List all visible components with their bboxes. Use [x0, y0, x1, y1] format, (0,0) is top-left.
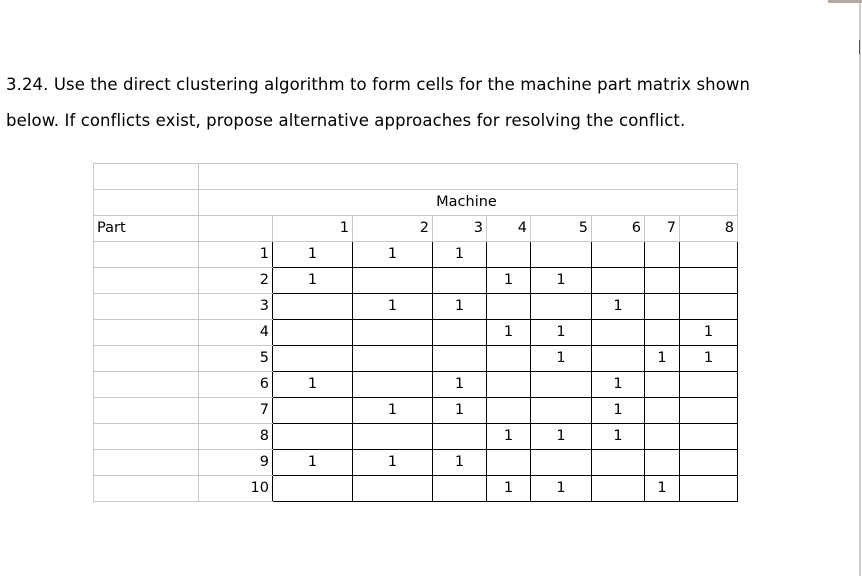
matrix-cell: [273, 294, 353, 320]
matrix-cell: [487, 372, 531, 398]
matrix-cell: 1: [487, 476, 531, 502]
header-blank-machines: [199, 164, 738, 190]
matrix-cell: [433, 424, 487, 450]
matrix-cell: 1: [487, 268, 531, 294]
matrix-cell: 1: [680, 346, 738, 372]
window-edge-top: [828, 0, 862, 3]
matrix-cell: [353, 268, 433, 294]
machine-number-8: 8: [680, 216, 738, 242]
window-scrollbar-edge: [859, 3, 861, 576]
matrix-cell: [645, 242, 680, 268]
part-number: 8: [199, 424, 273, 450]
matrix-cell: 1: [273, 242, 353, 268]
matrix-cell: 1: [592, 372, 645, 398]
part-row-blank: [94, 398, 199, 424]
matrix-cell: [592, 242, 645, 268]
matrix-cell: 1: [353, 398, 433, 424]
matrix-cell: [680, 450, 738, 476]
matrix-cell: 1: [433, 450, 487, 476]
scroll-marker: [856, 40, 860, 54]
matrix-cell: 1: [531, 346, 592, 372]
matrix-cell: [645, 294, 680, 320]
machine-number-7: 7: [645, 216, 680, 242]
header-blank-part-2: [94, 190, 199, 216]
matrix-cell: 1: [433, 398, 487, 424]
matrix-cell: [531, 450, 592, 476]
matrix-cell: [680, 424, 738, 450]
matrix-cell: [645, 320, 680, 346]
matrix-cell: [645, 372, 680, 398]
matrix-cell: [353, 320, 433, 346]
machine-number-6: 6: [592, 216, 645, 242]
matrix-cell: [487, 346, 531, 372]
part-row: [94, 294, 738, 320]
part-row: [94, 398, 738, 424]
matrix-cell: 1: [531, 320, 592, 346]
matrix-cell: [680, 398, 738, 424]
header-number-row: [94, 216, 738, 242]
matrix-cell: [680, 242, 738, 268]
matrix-cell: 1: [273, 268, 353, 294]
matrix-cell: 1: [680, 320, 738, 346]
part-row: [94, 424, 738, 450]
matrix-cell: [273, 424, 353, 450]
part-number: 6: [199, 372, 273, 398]
part-row: [94, 372, 738, 398]
matrix-cell: [273, 346, 353, 372]
part-row-blank: [94, 476, 199, 502]
matrix-cell: [680, 294, 738, 320]
matrix-cell: 1: [531, 424, 592, 450]
part-row: [94, 450, 738, 476]
part-row-blank: [94, 372, 199, 398]
part-label: Part: [94, 216, 199, 242]
header-machine-row: [94, 190, 738, 216]
part-row-blank: [94, 346, 199, 372]
part-number: 10: [199, 476, 273, 502]
matrix-cell: [645, 424, 680, 450]
machine-number-4: 4: [487, 216, 531, 242]
matrix-cell: [487, 398, 531, 424]
part-number: 4: [199, 320, 273, 346]
matrix-cell: [680, 268, 738, 294]
matrix-cell: 1: [487, 424, 531, 450]
matrix-cell: [592, 450, 645, 476]
matrix-cell: [592, 268, 645, 294]
problem-line-1: 3.24. Use the direct clustering algorithm to form cells for the machine part matrix shown: [6, 75, 751, 94]
matrix-cell: 1: [273, 372, 353, 398]
matrix-cell: 1: [531, 268, 592, 294]
part-row-blank: [94, 450, 199, 476]
matrix-cell: [433, 346, 487, 372]
matrix-cell: 1: [645, 476, 680, 502]
matrix-cell: [645, 398, 680, 424]
part-number: 1: [199, 242, 273, 268]
part-row: [94, 346, 738, 372]
part-number: 3: [199, 294, 273, 320]
matrix-cell: [645, 450, 680, 476]
matrix-cell: [531, 398, 592, 424]
problem-statement: [6, 67, 826, 139]
matrix-cell: [592, 346, 645, 372]
header-blank-part: [94, 164, 199, 190]
matrix-cell: [487, 242, 531, 268]
matrix-cell: [645, 268, 680, 294]
matrix-cell: [531, 372, 592, 398]
part-row-blank: [94, 424, 199, 450]
matrix-cell: [680, 476, 738, 502]
part-row-blank: [94, 320, 199, 346]
machine-part-matrix: [93, 163, 738, 502]
machine-title: Machine: [199, 190, 738, 216]
matrix-cell: 1: [433, 372, 487, 398]
matrix-cell: 1: [353, 294, 433, 320]
matrix-cell: [353, 346, 433, 372]
matrix-cell: 1: [433, 242, 487, 268]
matrix-cell: 1: [433, 294, 487, 320]
problem-line-2: below. If conflicts exist, propose alternative approaches for resolving the conflict.: [6, 111, 686, 130]
part-row: [94, 476, 738, 502]
matrix-cell: [353, 476, 433, 502]
matrix-cell: 1: [487, 320, 531, 346]
matrix-cell: 1: [273, 450, 353, 476]
matrix-cell: [433, 476, 487, 502]
part-number: 2: [199, 268, 273, 294]
matrix-cell: [531, 242, 592, 268]
header-top-row: [94, 164, 738, 190]
machine-number-5: 5: [531, 216, 592, 242]
machine-number-3: 3: [433, 216, 487, 242]
matrix-cell: [273, 320, 353, 346]
part-row-blank: [94, 294, 199, 320]
part-number: 5: [199, 346, 273, 372]
matrix-cell: 1: [592, 424, 645, 450]
matrix-cell: 1: [645, 346, 680, 372]
machine-number-2: 2: [353, 216, 433, 242]
matrix-cell: [433, 268, 487, 294]
matrix-cell: 1: [353, 450, 433, 476]
part-number: 9: [199, 450, 273, 476]
part-row: [94, 242, 738, 268]
matrix-cell: [487, 450, 531, 476]
matrix-cell: 1: [531, 476, 592, 502]
matrix-cell: [592, 476, 645, 502]
matrix-cell: [273, 476, 353, 502]
matrix-cell: [433, 320, 487, 346]
part-row-blank: [94, 268, 199, 294]
machine-number-1: 1: [273, 216, 353, 242]
matrix-cell: [487, 294, 531, 320]
matrix-cell: [353, 424, 433, 450]
part-row-blank: [94, 242, 199, 268]
matrix-table: [93, 163, 738, 502]
matrix-cell: 1: [592, 398, 645, 424]
part-number: 7: [199, 398, 273, 424]
matrix-cell: [273, 398, 353, 424]
matrix-cell: 1: [353, 242, 433, 268]
matrix-cell: [592, 320, 645, 346]
matrix-cell: 1: [592, 294, 645, 320]
matrix-cell: [680, 372, 738, 398]
part-row: [94, 268, 738, 294]
matrix-cell: [353, 372, 433, 398]
matrix-cell: [531, 294, 592, 320]
part-row: [94, 320, 738, 346]
header-blank-partno: [199, 216, 273, 242]
